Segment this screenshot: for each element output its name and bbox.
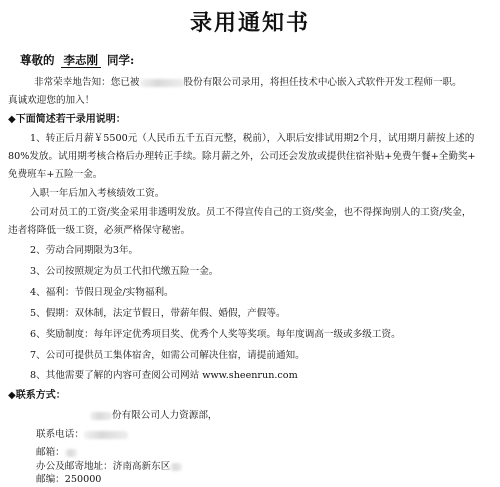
contact-phone-line [36,428,500,441]
item-1-line-5: 公司对员工的工资/奖金采用非透明发放。员工不得宣传自己的工资/奖金，也不得探询别人的工资/奖金， [30,207,472,218]
redacted-email [65,449,77,457]
contact-company: 份有限公司人力资源部， [112,410,218,421]
address-value: 济南高新东区 [112,461,171,472]
item-4: 4、福利：节假日现金/实物福利。 [30,287,174,298]
redacted-company [140,79,184,87]
item-2: 2、劳动合同期限为3年。 [30,245,139,256]
item-1-line-1: 1、转正后月薪￥5500元（人民币五千五百元整，税前），入职后安排试用期2个月，试用期月薪按上述的 [30,133,475,144]
section-title-contact: ◆联系方式： [8,390,66,401]
intro-line-2: 真诚欢迎您的加入！ [8,95,95,106]
item-5: 5、假期：双休制，法定节假日，带薪年假、婚假，产假等。 [30,308,286,319]
item-3: 3、公司按照规定为员工代扣代缴五险一金。 [30,266,219,277]
phone-label: 联系电话： [36,429,84,440]
section-title-terms: ◆下面简述若干录用说明： [8,114,126,125]
contact-email-line [36,446,500,459]
item-1-line-6: 违者将降低一级工资，必须严格保守秘密。 [8,225,191,236]
postcode-label: 邮编： [36,474,65,485]
contact-address-line [36,460,500,473]
address-label: 办公及邮寄地址： [36,461,113,472]
item-1-line-4: 入职一年后加入考核绩效工资。 [30,188,165,199]
greeting-suffix: 同学: [107,53,135,67]
item-7: 7、公司可提供员工集体宿舍，如需公司解决住宿，请提前通知。 [30,350,305,361]
intro-text-b: 股份有限公司录用，将担任技术中心嵌入式软件开发工程师一职。 [183,77,462,88]
redacted-company-prefix [90,412,112,420]
contact-postcode-line [36,473,500,486]
item-1-line-2: 80%发放。试用期考核合格后办理转正手续。除月薪之外，公司还会发放或提供住宿补贴+免费午餐+全勤奖+ [8,151,476,162]
postcode-value: 250000 [64,474,102,485]
greeting-line [20,52,134,68]
document-title: 录用通知书 [189,11,310,36]
greeting-prefix: 尊敬的 [20,53,55,67]
intro-line-1 [34,76,500,89]
recipient-name: 李志刚 [61,53,102,68]
redacted-phone [84,431,128,439]
contact-company-line [90,409,500,422]
intro-text-a: 非常荣幸地告知：您已被 [34,77,140,88]
email-label: 邮箱： [36,447,65,458]
item-1-line-3: 免费班车+五险一金。 [8,169,103,180]
redacted-address [170,463,182,471]
item-8: 8、其他需要了解的内容可查阅公司网站 www.sheenrun.com [30,370,298,381]
item-6: 6、奖励制度：每年评定优秀项目奖、优秀个人奖等奖项。每年度调高一级或多级工资。 [30,329,401,340]
